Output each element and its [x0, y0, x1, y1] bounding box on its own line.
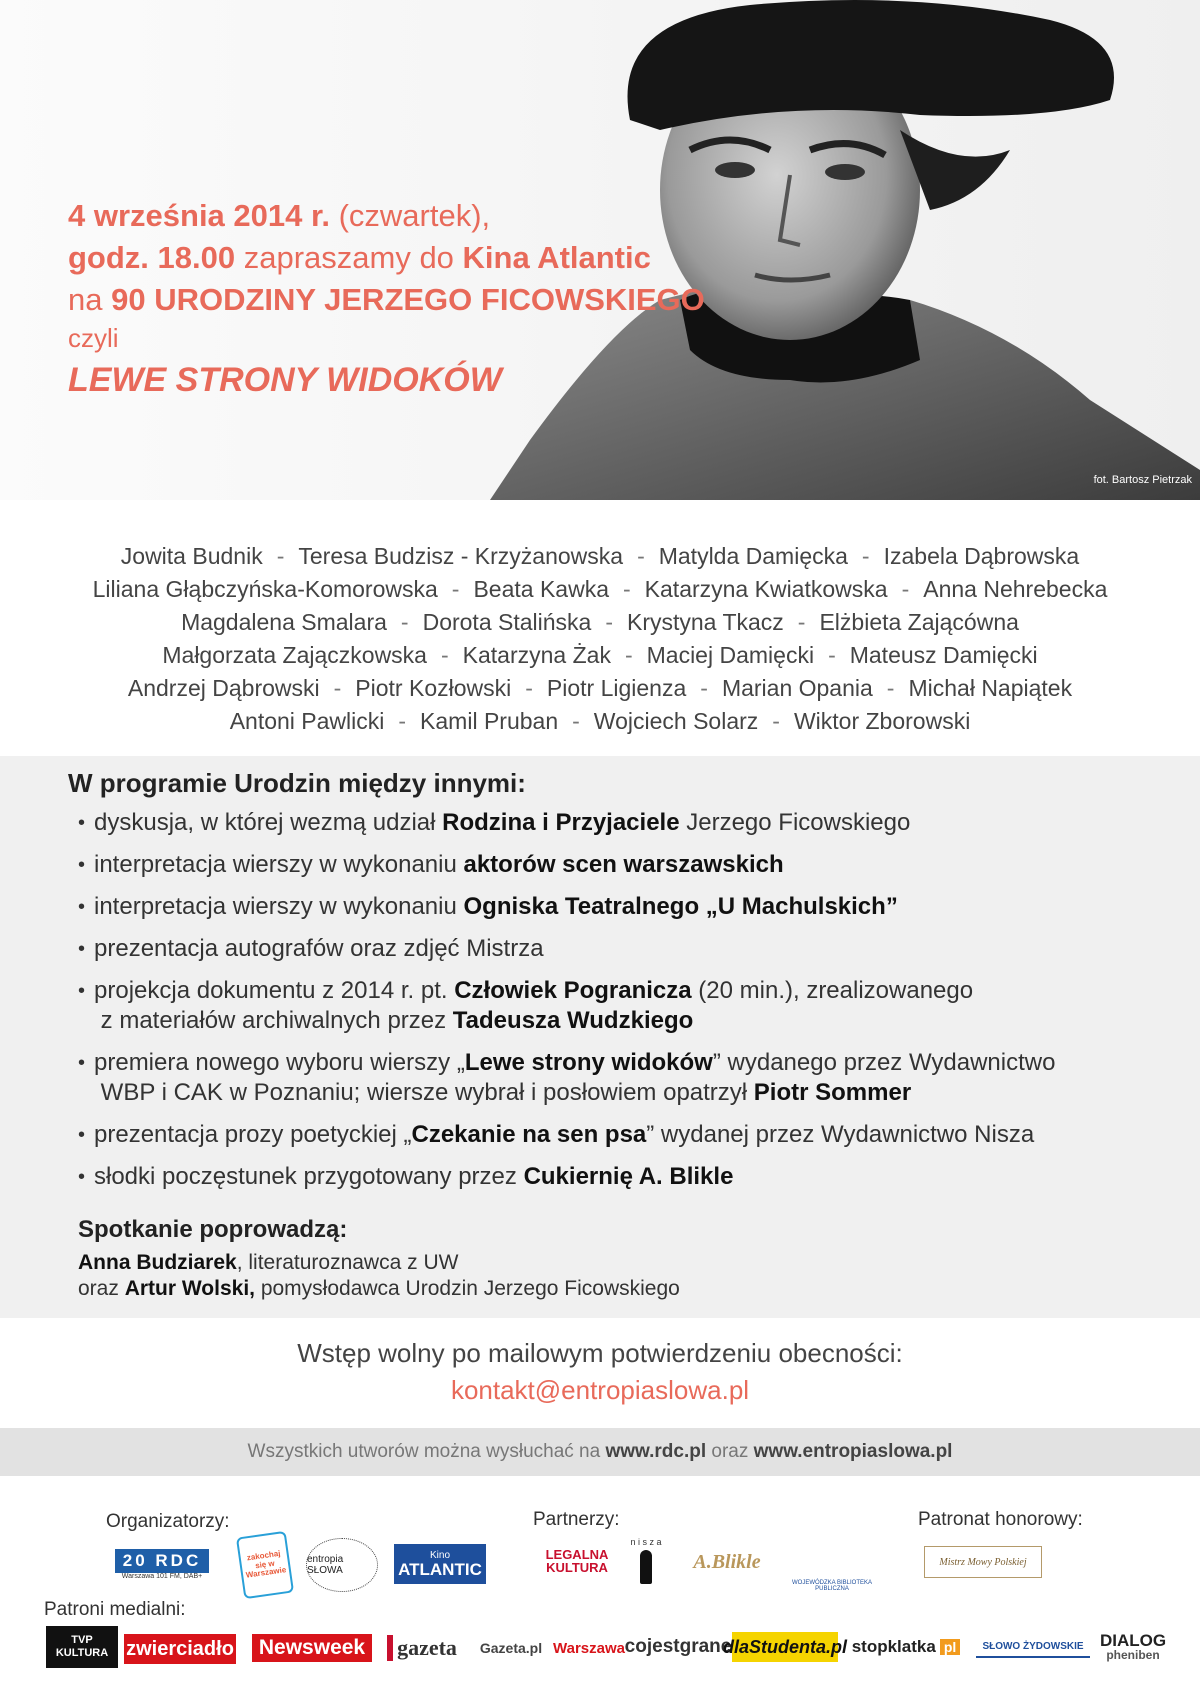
entropia-logo: entropia SŁOWA [306, 1538, 378, 1592]
performer-name: Marian Opania [721, 675, 873, 701]
name-separator: - [333, 675, 342, 701]
name-separator: - [828, 642, 836, 668]
zwierciadlo-logo: zwierciadło [124, 1634, 236, 1664]
name-separator: - [451, 576, 460, 602]
performers-row [0, 705, 1200, 738]
performer-name: Izabela Dąbrowska [883, 543, 1080, 569]
name-separator: - [605, 609, 613, 635]
performer-name: Wojciech Solarz [593, 708, 759, 734]
performer-name: Katarzyna Kwiatkowska [644, 576, 888, 602]
hosts-list: Anna Budziarek, literaturoznawca z UW oraz Artur Wolski, pomysłodawca Urodzin Jerzego Ficowskiego [78, 1251, 680, 1300]
list-item: • interpretacja wierszy w wykonaniu Ogniska Teatralnego „U Machulskich” [78, 892, 1178, 922]
listen-bar: Wszystkich utworów można wysłuchać na www.rdc.pl oraz www.entropiaslowa.pl [0, 1428, 1200, 1476]
newsweek-logo: Newsweek [252, 1634, 372, 1662]
name-separator: - [901, 576, 910, 602]
performer-name: Anna Nehrebecka [923, 576, 1108, 602]
legalna-kultura-logo: LEGALNA KULTURA [545, 1547, 609, 1575]
entry-text: Wstęp wolny po mailowym potwierdzeniu obecności: [297, 1338, 903, 1368]
tvp-kultura-logo: TVP KULTURA [46, 1626, 118, 1668]
blikle-logo: A.Blikle [693, 1550, 761, 1573]
rdc-link[interactable]: www.rdc.pl [605, 1441, 707, 1462]
name-separator: - [700, 675, 708, 701]
partners-label: Partnerzy: [533, 1509, 620, 1530]
list-item: • prezentacja autografów oraz zdjęć Mistrza [78, 934, 1178, 964]
name-separator: - [624, 642, 633, 668]
organizers-label: Organizatorzy: [106, 1511, 230, 1532]
gazeta-wyborcza-logo: gazeta [384, 1630, 460, 1666]
performers-list [0, 540, 1200, 738]
warszawa-logo: Warszawa [553, 1639, 625, 1657]
hosts-title: Spotkanie poprowadzą: [78, 1216, 348, 1243]
program-title: W programie Urodzin między innymi: [68, 768, 526, 798]
performer-name: Kamil Pruban [420, 708, 559, 734]
name-separator: - [398, 708, 407, 734]
performers-row [0, 606, 1200, 639]
stopklatka-logo: stopklatka pl [848, 1634, 964, 1660]
performer-name: Antoni Pawlicki [229, 708, 385, 734]
performer-name: Piotr Ligienza [546, 675, 687, 701]
performer-name: Michał Napiątek [908, 675, 1073, 701]
performer-name: Dorota Stalińska [422, 609, 592, 635]
nisza-logo: n i s z a [624, 1530, 668, 1590]
name-separator: - [572, 708, 580, 734]
list-item: • słodki poczęstunek przygotowany przez Cukiernię A. Blikle [78, 1162, 1178, 1192]
performers-row [0, 639, 1200, 672]
dlastudenta-logo: dlaStudenta.pl [732, 1632, 838, 1662]
list-item: • prezentacja prozy poetyckiej „Czekanie na sen psa” wydanej przez Wydawnictwo Nisza [78, 1120, 1178, 1150]
performer-name: Krystyna Tkacz [627, 609, 784, 635]
name-separator: - [637, 543, 645, 569]
list-item: • premiera nowego wyboru wierszy „Lewe strony widoków” wydanego przez Wydawnictwo WBP i CAK w Poznaniu; wiersze wybrał i posłowiem opatrzył Piotr Sommer [78, 1048, 1178, 1108]
performer-name: Elżbieta Zającówna [819, 609, 1019, 635]
rdc-logo: 20 RDC Warszawa 101 FM, DAB+ [106, 1544, 218, 1584]
name-separator: - [772, 708, 780, 734]
name-separator: - [525, 675, 533, 701]
performer-name: Piotr Kozłowski [355, 675, 512, 701]
entropia-link[interactable]: www.entropiaslowa.pl [753, 1441, 953, 1462]
performer-name: Beata Kawka [473, 576, 609, 602]
performers-row [0, 672, 1200, 705]
event-headline: 4 września 2014 r. (czwartek), godz. 18.00 zapraszamy do Kina Atlantic na 90 URODZINY JERZEGO FICOWSKIEGO czyli LEWE STRONY WIDOKÓW [68, 195, 705, 404]
entry-info [0, 1338, 1200, 1406]
gazeta-pl-logo: Gazeta.pl [479, 1640, 543, 1656]
performer-name: Katarzyna Żak [462, 642, 611, 668]
performer-name: Teresa Budzisz - Krzyżanowska [298, 543, 624, 569]
performer-name: Liliana Głąbczyńska-Komorowska [92, 576, 438, 602]
cojestgrane-logo: cojestgrane [624, 1636, 732, 1657]
event-time: godz. 18.00 [68, 239, 236, 275]
event-title: 90 URODZINY JERZEGO FICOWSKIEGO [111, 281, 705, 317]
performer-name: Matylda Damięcka [658, 543, 848, 569]
event-venue: Kina Atlantic [462, 239, 651, 275]
photo-credit: fot. Bartosz Pietrzak [1093, 474, 1192, 486]
name-separator: - [440, 642, 449, 668]
performer-name: Małgorzata Zajączkowska [162, 642, 427, 668]
name-separator: - [623, 576, 631, 602]
wbp-logo: WOJEWÓDZKA BIBLIOTEKA PUBLICZNA [791, 1580, 872, 1592]
name-separator: - [276, 543, 285, 569]
event-date: 4 września 2014 r. [68, 198, 330, 233]
performer-name: Maciej Damięcki [646, 642, 815, 668]
media-label: Patroni medialni: [44, 1599, 186, 1620]
name-separator: - [400, 609, 409, 635]
dialog-logo: DIALOG pheniben [1099, 1630, 1167, 1662]
mistrz-mowy-logo: Mistrz Mowy Polskiej [924, 1546, 1042, 1578]
name-separator: - [797, 609, 806, 635]
performer-name: Magdalena Smalara [181, 609, 387, 635]
name-separator: - [861, 543, 870, 569]
slowo-zydowskie-logo: SŁOWO ŻYDOWSKIE [976, 1636, 1090, 1658]
program-section [0, 756, 1200, 1318]
name-separator: - [886, 675, 895, 701]
performers-row [0, 540, 1200, 573]
honorary-label: Patronat honorowy: [918, 1509, 1083, 1530]
performer-name: Wiktor Zborowski [793, 708, 971, 734]
performer-name: Mateusz Damięcki [849, 642, 1038, 668]
performer-name: Andrzej Dąbrowski [127, 675, 320, 701]
list-item: • projekcja dokumentu z 2014 r. pt. Człowiek Pogranicza (20 min.), zrealizowanego z materiałów archiwalnych przez Tadeusza Wudzkiego [78, 976, 1178, 1036]
atlantic-logo: Kino ATLANTIC [394, 1544, 486, 1584]
list-item: • interpretacja wierszy w wykonaniu aktorów scen warszawskich [78, 850, 1178, 880]
program-list [78, 808, 1178, 1204]
zakochaj-logo: zakochaj się w Warszawie [236, 1531, 294, 1599]
performer-name: Jowita Budnik [120, 543, 263, 569]
header-banner [0, 0, 1200, 500]
list-item: • dyskusja, w której wezmą udział Rodzina i Przyjaciele Jerzego Ficowskiego [78, 808, 1178, 838]
performers-row [0, 573, 1200, 606]
czyli-label: czyli [68, 322, 119, 353]
event-subtitle: LEWE STRONY WIDOKÓW [68, 360, 502, 399]
contact-email-link[interactable]: kontakt@entropiaslowa.pl [450, 1375, 750, 1405]
